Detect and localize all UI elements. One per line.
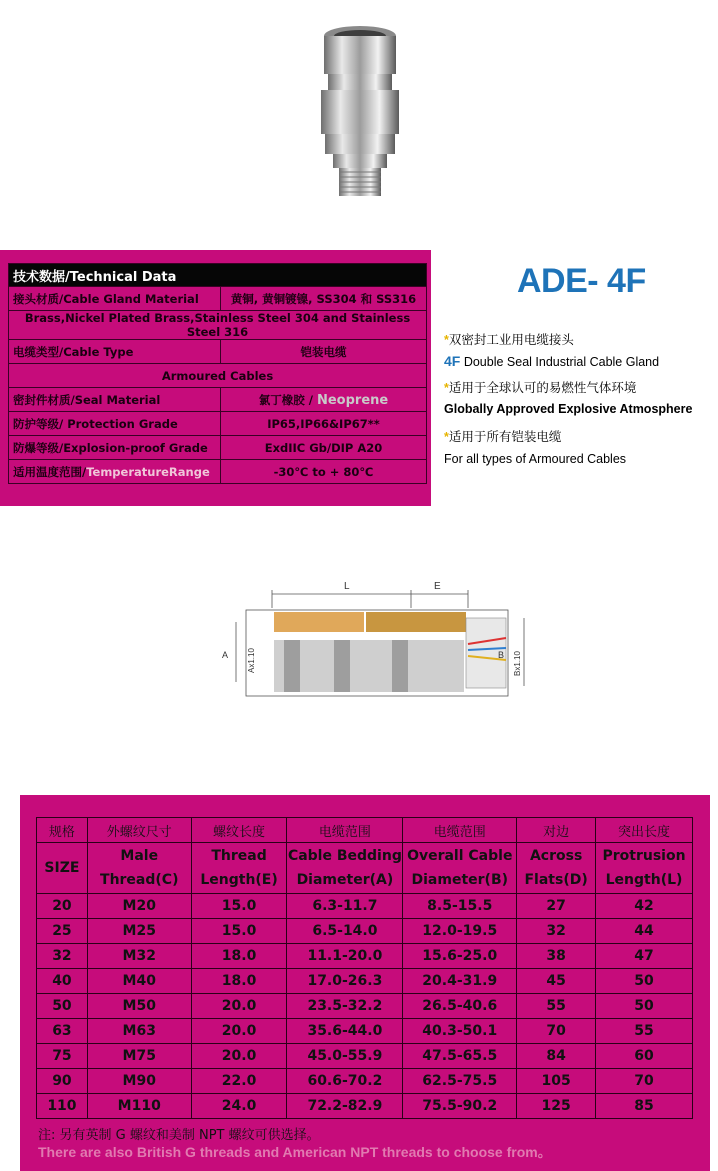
en-header-line: Protrusion	[602, 848, 686, 864]
table-cell: 15.6-25.0	[403, 944, 517, 969]
table-cell: 50	[37, 994, 88, 1019]
table-cell: 75.5-90.2	[403, 1094, 517, 1119]
en-header-cell	[517, 843, 596, 894]
temperature-label-en: TemperatureRange	[86, 464, 210, 479]
table-cell: 15.0	[191, 894, 287, 919]
table-cell: 26.5-40.6	[403, 994, 517, 1019]
size-table-panel	[20, 795, 710, 1171]
table-cell: 55	[596, 1019, 693, 1044]
table-cell: 40.3-50.1	[403, 1019, 517, 1044]
en-header-cell	[287, 843, 403, 894]
dimension-L-label: L	[344, 581, 350, 592]
cable-type-value: 铠装电缆	[221, 340, 427, 364]
technical-data-header: 技术数据/Technical Data	[9, 264, 427, 287]
technical-drawing	[206, 578, 548, 700]
table-cell: M50	[87, 994, 191, 1019]
table-cell: 25	[37, 919, 88, 944]
table-cell: 24.0	[191, 1094, 287, 1119]
table-cell: 60	[596, 1044, 693, 1069]
table-row	[37, 1044, 693, 1069]
table-cell: 8.5-15.5	[403, 894, 517, 919]
table-cell: 27	[517, 894, 596, 919]
table-cell: 6.5-14.0	[287, 919, 403, 944]
table-cell: M20	[87, 894, 191, 919]
cable-type-label: 电缆类型/Cable Type	[9, 340, 221, 364]
table-cell: 11.1-20.0	[287, 944, 403, 969]
en-header-line: Flats(D)	[524, 872, 588, 888]
technical-data-panel	[0, 250, 431, 506]
table-cell: 38	[517, 944, 596, 969]
table-cell: 20.4-31.9	[403, 969, 517, 994]
temperature-label-zh: 适用温度范围/	[13, 464, 87, 479]
temperature-range-value: -30℃ to + 80℃	[221, 460, 427, 484]
en-header-cell	[191, 843, 287, 894]
table-cell: 20.0	[191, 1019, 287, 1044]
table-row	[37, 944, 693, 969]
table-cell: 23.5-32.2	[287, 994, 403, 1019]
zh-header-cell: 对边	[517, 818, 596, 843]
table-cell: 105	[517, 1069, 596, 1094]
note-zh: 注: 另有英制 G 螺纹和美制 NPT 螺纹可供选择。	[38, 1128, 320, 1143]
size-header-cell: SIZE	[37, 843, 88, 894]
feature-2-zh	[444, 378, 636, 396]
table-cell: M75	[87, 1044, 191, 1069]
en-header-line: Length(E)	[200, 872, 278, 888]
table-row	[37, 994, 693, 1019]
dimension-B-label: B	[498, 650, 505, 660]
seal-material-zh: 氯丁橡胶 /	[258, 392, 317, 407]
table-cell: 63	[37, 1019, 88, 1044]
table-cell: 50	[596, 969, 693, 994]
table-cell: 12.0-19.5	[403, 919, 517, 944]
bullet-icon: *	[444, 333, 449, 347]
en-header-cell	[403, 843, 517, 894]
gland-material-label: 接头材质/Cable Gland Material	[9, 287, 221, 311]
table-cell: M40	[87, 969, 191, 994]
table-cell: 42	[596, 894, 693, 919]
table-cell: 18.0	[191, 944, 287, 969]
zh-header-cell: 规格	[37, 818, 88, 843]
table-cell: 55	[517, 994, 596, 1019]
table-cell: M32	[87, 944, 191, 969]
table-cell: 47.5-65.5	[403, 1044, 517, 1069]
en-header-line: Length(L)	[605, 872, 683, 888]
table-row	[37, 969, 693, 994]
technical-data-table	[8, 263, 427, 484]
table-cell: 44	[596, 919, 693, 944]
dimension-Ax-label: Ax1.10	[247, 648, 256, 673]
table-cell: 45.0-55.9	[287, 1044, 403, 1069]
table-cell: 40	[37, 969, 88, 994]
cable-gland-product-image	[305, 22, 415, 200]
temperature-range-label	[9, 460, 221, 484]
table-cell: 32	[517, 919, 596, 944]
bullet-icon: *	[444, 430, 449, 444]
table-cell: 20.0	[191, 994, 287, 1019]
seal-material-en: Neoprene	[316, 392, 389, 408]
table-cell: 90	[37, 1069, 88, 1094]
dimension-E-label: E	[434, 581, 441, 592]
table-cell: 60.6-70.2	[287, 1069, 403, 1094]
en-header-line: Thread	[211, 848, 267, 864]
explosion-grade-label: 防爆等级/Explosion-proof Grade	[9, 436, 221, 460]
table-cell: 32	[37, 944, 88, 969]
dimension-A-label: A	[222, 650, 229, 660]
gland-material-value: 黄铜, 黄铜镀镍, SS304 和 SS316	[221, 287, 427, 311]
table-row	[37, 1019, 693, 1044]
zh-header-cell: 电缆范围	[403, 818, 517, 843]
seal-material-value	[221, 388, 427, 412]
table-cell: 84	[517, 1044, 596, 1069]
table-cell: 45	[517, 969, 596, 994]
feature-1-en-text: Double Seal Industrial Cable Gland	[460, 355, 660, 369]
table-cell: 125	[517, 1094, 596, 1119]
protection-grade-value: IP65,IP66&IP67**	[221, 412, 427, 436]
table-cell: 50	[596, 994, 693, 1019]
zh-header-cell: 电缆范围	[287, 818, 403, 843]
en-header-line: Male	[120, 848, 159, 864]
feature-2-zh-text: 适用于全球认可的易燃性气体环境	[448, 381, 637, 395]
table-row	[37, 894, 693, 919]
en-header-line: Cable Bedding	[287, 848, 402, 864]
seal-material-label: 密封件材质/Seal Material	[9, 388, 221, 412]
table-cell: M90	[87, 1069, 191, 1094]
zh-header-cell: 突出长度	[596, 818, 693, 843]
table-cell: 20	[37, 894, 88, 919]
feature-1-zh	[444, 330, 574, 348]
feature-1-zh-text: 双密封工业用电缆接头	[448, 333, 574, 347]
gland-material-en: Brass,Nickel Plated Brass,Stainless Steel 304 and Stainless Steel 316	[9, 311, 427, 340]
size-table-body	[37, 894, 693, 1119]
feature-2-en: Globally Approved Explosive Atmosphere	[444, 402, 693, 416]
table-cell: 62.5-75.5	[403, 1069, 517, 1094]
table-cell: 17.0-26.3	[287, 969, 403, 994]
table-row	[37, 1094, 693, 1119]
table-cell: 110	[37, 1094, 88, 1119]
en-header-line: Thread(C)	[100, 872, 179, 888]
protection-grade-label: 防护等级/ Protection Grade	[9, 412, 221, 436]
zh-header-cell: 外螺纹尺寸	[87, 818, 191, 843]
explosion-grade-value: ExdIIC Gb/DIP A20	[221, 436, 427, 460]
table-cell: 20.0	[191, 1044, 287, 1069]
table-cell: 72.2-82.9	[287, 1094, 403, 1119]
size-table-en-header	[37, 843, 693, 894]
feature-1-en-prefix: 4F	[444, 353, 461, 369]
feature-3-zh	[444, 427, 561, 445]
table-cell: M25	[87, 919, 191, 944]
table-cell: 15.0	[191, 919, 287, 944]
en-header-line: Across	[529, 848, 583, 864]
size-table-zh-header	[37, 818, 693, 843]
zh-header-cell: 螺纹长度	[191, 818, 287, 843]
table-cell: 75	[37, 1044, 88, 1069]
table-cell: 70	[596, 1069, 693, 1094]
size-table	[36, 817, 693, 1119]
dimension-Bx-label: Bx1.10	[513, 651, 522, 676]
cable-type-en: Armoured Cables	[9, 364, 427, 388]
table-cell: M110	[87, 1094, 191, 1119]
table-cell: 35.6-44.0	[287, 1019, 403, 1044]
en-header-line: Diameter(B)	[411, 872, 509, 888]
en-header-cell	[87, 843, 191, 894]
en-header-cell	[596, 843, 693, 894]
en-header-line: Overall Cable	[407, 848, 513, 864]
table-row	[37, 1069, 693, 1094]
table-cell: 18.0	[191, 969, 287, 994]
feature-3-en: For all types of Armoured Cables	[444, 452, 627, 466]
table-cell: 70	[517, 1019, 596, 1044]
table-cell: M63	[87, 1019, 191, 1044]
table-cell: 22.0	[191, 1069, 287, 1094]
table-row	[37, 919, 693, 944]
note-en: There are also British G threads and American NPT threads to choose from。	[38, 1144, 552, 1160]
product-title: ADE- 4F	[517, 262, 646, 300]
feature-3-zh-text: 适用于所有铠装电缆	[448, 430, 562, 444]
feature-1-en	[444, 353, 659, 369]
bullet-icon: *	[444, 381, 449, 395]
table-cell: 47	[596, 944, 693, 969]
table-cell: 85	[596, 1094, 693, 1119]
en-header-line: Diameter(A)	[296, 872, 394, 888]
table-cell: 6.3-11.7	[287, 894, 403, 919]
